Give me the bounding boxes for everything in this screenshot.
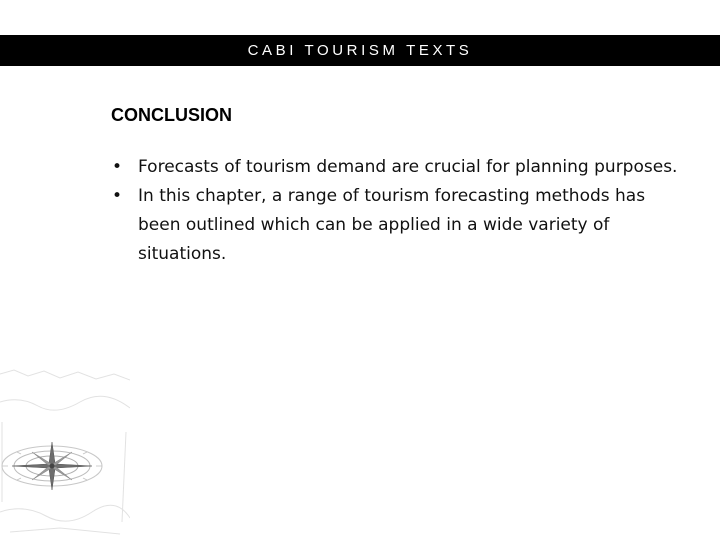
bullet-marker: • — [112, 186, 123, 206]
slide-heading: CONCLUSION — [111, 105, 232, 125]
header-banner — [0, 35, 720, 66]
bullet-marker: • — [112, 157, 123, 177]
compass-rose-icon — [0, 362, 130, 540]
banner-title: CABI TOURISM TEXTS — [247, 42, 473, 59]
bullet-text: In this chapter, a range of tourism forecasting methods has been outlined which can be applied in a wide variety of situations. — [138, 186, 646, 264]
bullet-list — [110, 153, 680, 269]
bullet-item — [110, 182, 680, 269]
bullet-text: Forecasts of tourism demand are crucial for planning purposes. — [138, 157, 678, 177]
bullet-item — [110, 153, 680, 182]
